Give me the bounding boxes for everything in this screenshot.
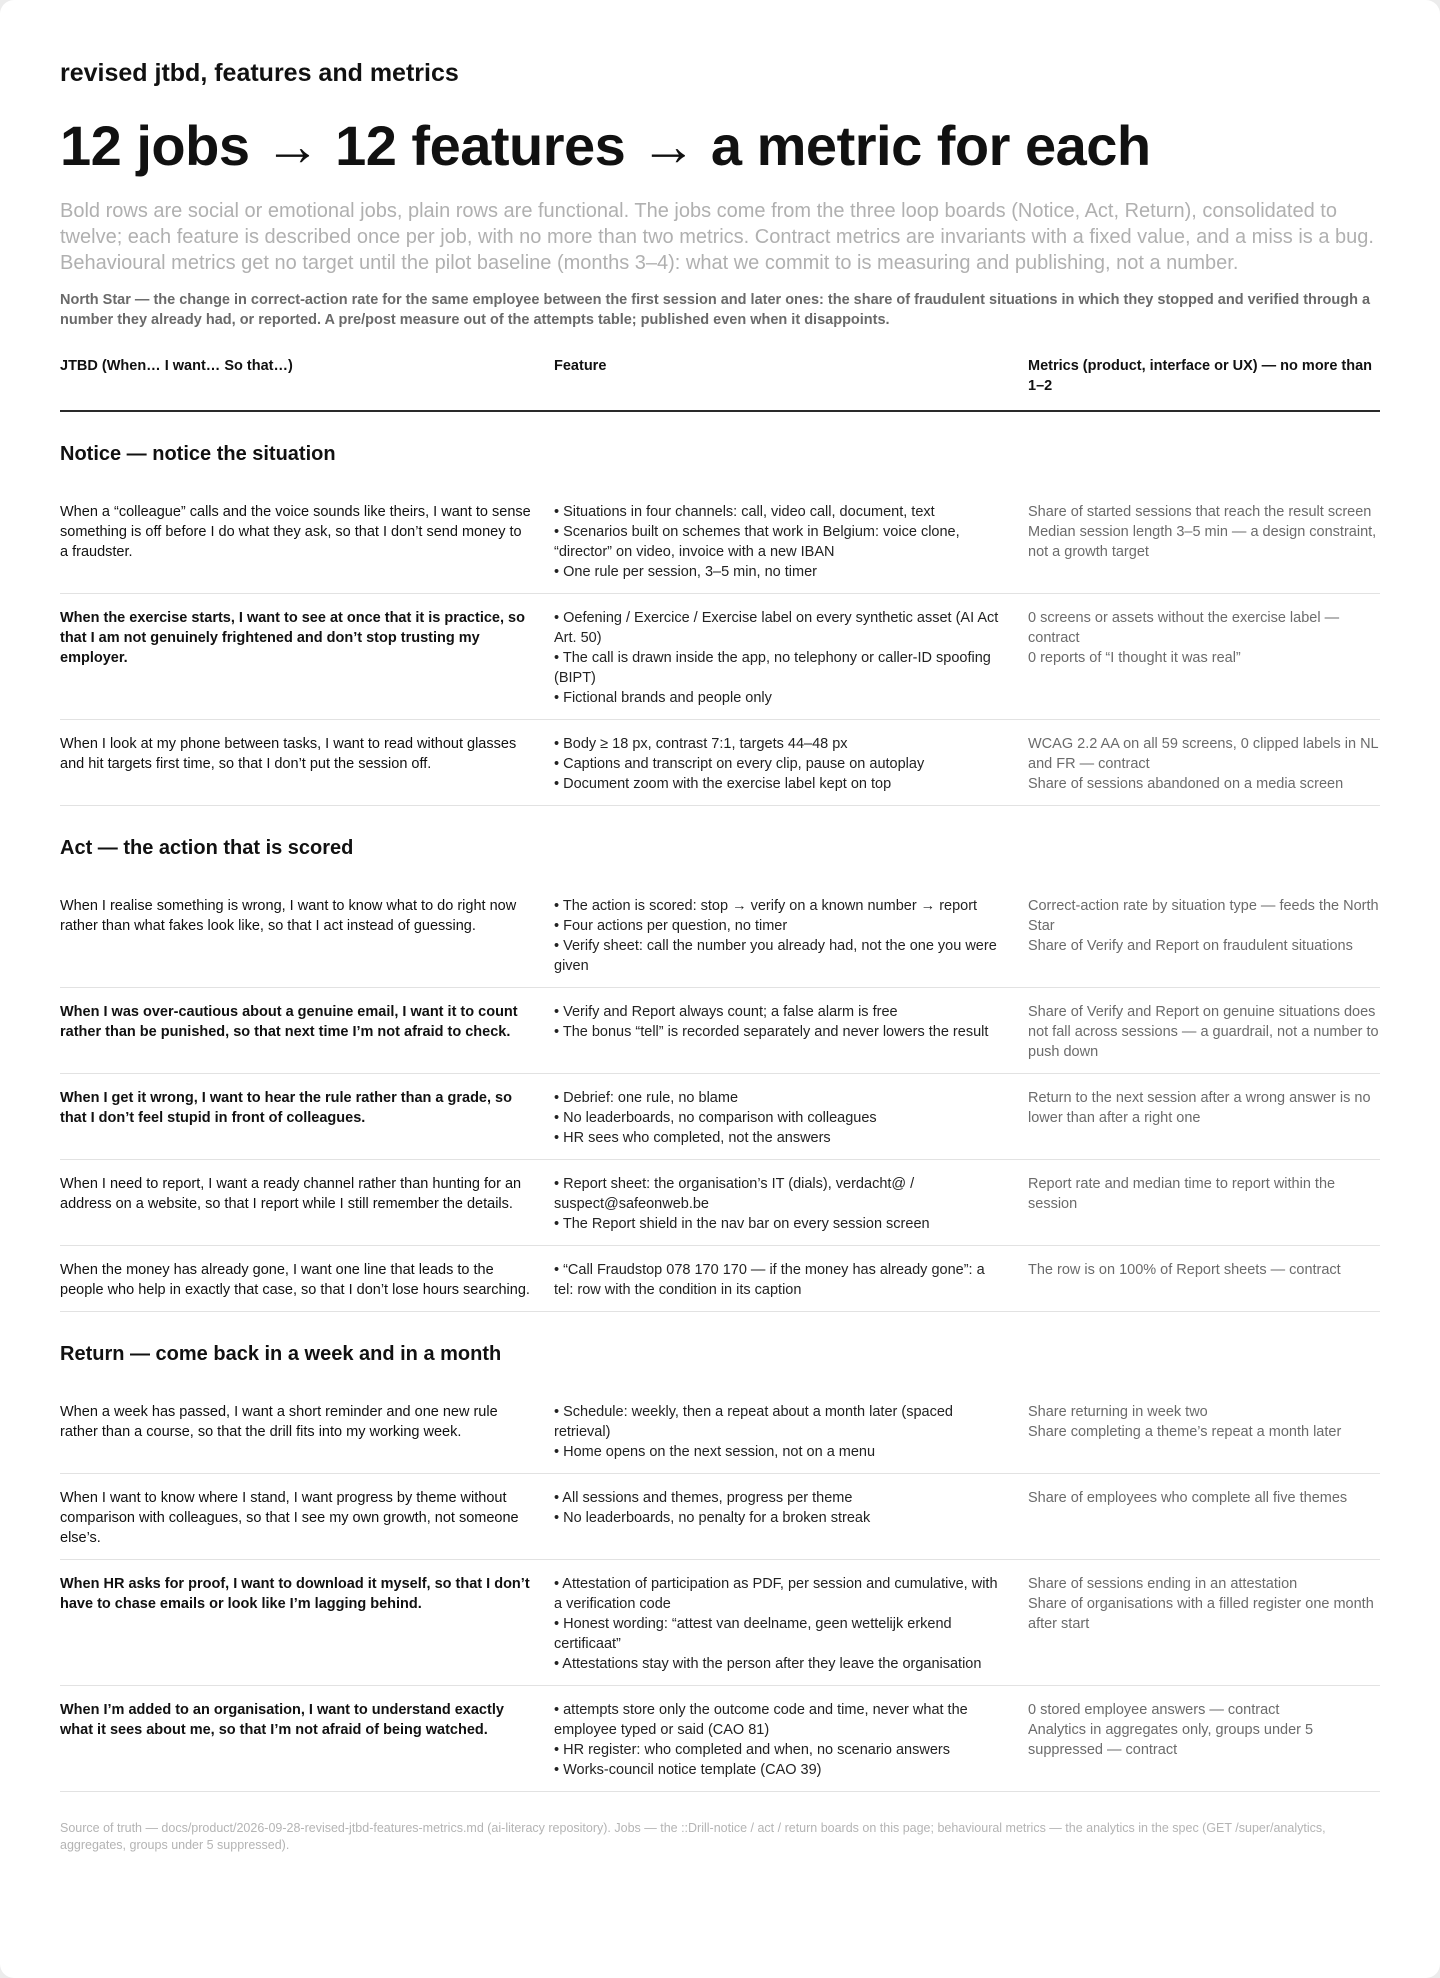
feature-cell — [554, 1174, 1028, 1234]
feature-cell — [554, 734, 1028, 794]
metric-item: 0 reports of “I thought it was real” — [1028, 650, 1241, 666]
table-row — [60, 488, 1380, 594]
table-body — [60, 412, 1380, 1792]
feature-item: • Verify and Report always count; a false alarm is free — [554, 1004, 898, 1020]
metric-item: Report rate and median time to report within the session — [1028, 1176, 1336, 1212]
feature-cell — [554, 1488, 1028, 1548]
metric-item: Correct-action rate by situation type — feeds the North Star — [1028, 898, 1379, 934]
feature-item: • The action is scored: stop → verify on a known number → report — [554, 898, 978, 914]
metric-item: Share completing a theme’s repeat a month later — [1028, 1424, 1342, 1440]
jtbd-cell: When I was over-cautious about a genuine email, I want it to count rather than be punished, so that next time I’m not afraid to check. — [60, 1004, 518, 1040]
jtbd-cell: When a week has passed, I want a short reminder and one new rule rather than a course, so that the drill fits into my working week. — [60, 1404, 498, 1440]
metric-item: Share of employees who complete all five themes — [1028, 1490, 1348, 1506]
page-lede: Bold rows are social or emotional jobs, plain rows are functional. The jobs come from the three loop boards (Notice, Act, Return), consolidated to twelve; each feature is described once per job, with no more than two metrics. Contract metrics are invariants with a fixed value, and a miss is a bug. Behavioural metrics get no target until the pilot baseline (months 3–4): what we commit to is measuring and publishing, not a number. — [60, 200, 1374, 274]
metric-item: WCAG 2.2 AA on all 59 screens, 0 clipped labels in NL and FR — contract — [1028, 736, 1379, 772]
column-header-feature: Feature — [554, 358, 607, 374]
feature-item: • Captions and transcript on every clip, pause on autoplay — [554, 756, 925, 772]
metric-item: Return to the next session after a wrong answer is no lower than after a right one — [1028, 1090, 1371, 1126]
feature-item: • The call is drawn inside the app, no telephony or caller-ID spoofing (BIPT) — [554, 650, 991, 686]
feature-item: • “Call Fraudstop 078 170 170 — if the money has already gone”: a tel: row with the condition in its caption — [554, 1262, 985, 1298]
metrics-cell — [1028, 896, 1380, 976]
group-title: Return — come back in a week and in a month — [60, 1343, 502, 1365]
feature-item: • Attestations stay with the person after they leave the organisation — [554, 1656, 982, 1672]
jtbd-cell: When I realise something is wrong, I want to know what to do right now rather than what fakes look like, so that I act instead of guessing. — [60, 898, 517, 934]
feature-item: • Document zoom with the exercise label kept on top — [554, 776, 892, 792]
group-title: Notice — notice the situation — [60, 443, 336, 465]
table-row — [60, 720, 1380, 806]
feature-item: • Honest wording: “attest van deelname, geen wettelijk erkend certificaat” — [554, 1616, 952, 1652]
feature-item: • No leaderboards, no comparison with colleagues — [554, 1110, 877, 1126]
north-star-note: North Star — the change in correct-action rate for the same employee between the first session and later ones: the share of fraudulent situations in which they stopped and verified through a number they already had, or reported. A pre/post measure out of the attempts table; published even when it disappoints. — [60, 292, 1371, 328]
column-header-metrics: Metrics (product, interface or UX) — no more than 1–2 — [1028, 358, 1373, 394]
table-row — [60, 1160, 1380, 1246]
table-group — [60, 806, 1380, 1312]
feature-item: • Four actions per question, no timer — [554, 918, 788, 934]
metrics-cell — [1028, 734, 1380, 794]
feature-item: • HR sees who completed, not the answers — [554, 1130, 831, 1146]
metric-item: Share of started sessions that reach the result screen — [1028, 504, 1372, 520]
source-footer: Source of truth — docs/product/2026-09-28-revised-jtbd-features-metrics.md (ai-literacy repository). Jobs — the ::Drill-notice / act / return boards on this page; behavioural metrics — the analytics in the spec (GET /super/analytics, aggregates, groups under 5 suppressed). — [60, 1821, 1326, 1852]
feature-item: • Body ≥ 18 px, contrast 7:1, targets 44–48 px — [554, 736, 848, 752]
feature-item: • Oefening / Exercice / Exercise label on every synthetic asset (AI Act Art. 50) — [554, 610, 999, 646]
metric-item: The row is on 100% of Report sheets — contract — [1028, 1262, 1341, 1278]
jtbd-cell: When a “colleague” calls and the voice sounds like theirs, I want to sense something is off before I do what they ask, so that I don’t send money to a fraudster. — [60, 504, 531, 560]
feature-item: • Debrief: one rule, no blame — [554, 1090, 739, 1106]
jtbd-cell: When I get it wrong, I want to hear the rule rather than a grade, so that I don’t feel stupid in front of colleagues. — [60, 1090, 512, 1126]
metric-item: Share of Verify and Report on genuine situations does not fall across sessions — a guardrail, not a number to push down — [1028, 1004, 1379, 1060]
table-row — [60, 1074, 1380, 1160]
table-group — [60, 412, 1380, 806]
feature-item: • Verify sheet: call the number you already had, not the one you were given — [554, 938, 997, 974]
metrics-cell — [1028, 1402, 1380, 1462]
page-title: 12 jobs → 12 features → a metric for each — [60, 114, 1151, 177]
feature-item: • No leaderboards, no penalty for a broken streak — [554, 1510, 871, 1526]
metrics-cell — [1028, 608, 1380, 708]
table-row — [60, 882, 1380, 988]
feature-item: • The Report shield in the nav bar on every session screen — [554, 1216, 930, 1232]
table-group — [60, 1312, 1380, 1792]
metrics-cell — [1028, 1488, 1380, 1548]
table-row — [60, 1388, 1380, 1474]
feature-cell — [554, 1402, 1028, 1462]
feature-cell — [554, 1088, 1028, 1148]
feature-item: • attempts store only the outcome code and time, never what the employee typed or said (CAO 81) — [554, 1702, 968, 1738]
feature-item: • Schedule: weekly, then a repeat about a month later (spaced retrieval) — [554, 1404, 953, 1440]
feature-item: • Attestation of participation as PDF, per session and cumulative, with a verification code — [554, 1576, 998, 1612]
metric-item: Analytics in aggregates only, groups under 5 suppressed — contract — [1028, 1722, 1314, 1758]
table-header — [60, 356, 1380, 412]
jtbd-cell: When I’m added to an organisation, I want to understand exactly what it sees about me, so that I’m not afraid of being watched. — [60, 1702, 504, 1738]
table-row — [60, 594, 1380, 720]
feature-item: • The bonus “tell” is recorded separately and never lowers the result — [554, 1024, 989, 1040]
metrics-cell — [1028, 1260, 1380, 1300]
feature-item: • HR register: who completed and when, no scenario answers — [554, 1742, 950, 1758]
metric-item: Median session length 3–5 min — a design constraint, not a growth target — [1028, 524, 1377, 560]
metrics-cell — [1028, 1088, 1380, 1148]
metrics-cell — [1028, 1174, 1380, 1234]
jtbd-cell: When I want to know where I stand, I want progress by theme without comparison with colleagues, so that I see my own growth, not someone else’s. — [60, 1490, 519, 1546]
feature-cell — [554, 1700, 1028, 1780]
feature-cell — [554, 608, 1028, 708]
column-header-jtbd: JTBD (When… I want… So that…) — [60, 358, 293, 374]
feature-cell — [554, 1002, 1028, 1062]
metric-item: 0 screens or assets without the exercise label — contract — [1028, 610, 1340, 646]
group-title: Act — the action that is scored — [60, 837, 354, 859]
feature-item: • Scenarios built on schemes that work in Belgium: voice clone, “director” on video, invoice with a new IBAN — [554, 524, 960, 560]
feature-item: • Report sheet: the organisation’s IT (dials), verdacht@ / suspect@safeonweb.be — [554, 1176, 915, 1212]
feature-item: • Fictional brands and people only — [554, 690, 772, 706]
metric-item: Share of sessions abandoned on a media screen — [1028, 776, 1344, 792]
jtbd-cell: When the exercise starts, I want to see at once that it is practice, so that I am not genuinely frightened and don’t stop trusting my employer. — [60, 610, 525, 666]
table-row — [60, 1246, 1380, 1312]
table-row — [60, 1686, 1380, 1792]
page-kicker: revised jtbd, features and metrics — [60, 59, 459, 87]
table-row — [60, 1560, 1380, 1686]
feature-item: • Home opens on the next session, not on a menu — [554, 1444, 876, 1460]
feature-item: • One rule per session, 3–5 min, no timer — [554, 564, 817, 580]
feature-item: • Situations in four channels: call, video call, document, text — [554, 504, 935, 520]
metrics-cell — [1028, 1700, 1380, 1780]
jtbd-cell: When the money has already gone, I want one line that leads to the people who help in exactly that case, so that I don’t lose hours searching. — [60, 1262, 530, 1298]
metric-item: Share of sessions ending in an attestation — [1028, 1576, 1298, 1592]
feature-cell — [554, 1260, 1028, 1300]
jtbd-cell: When HR asks for proof, I want to download it myself, so that I don’t have to chase emails or look like I’m lagging behind. — [60, 1576, 530, 1612]
table-row — [60, 1474, 1380, 1560]
feature-item: • All sessions and themes, progress per theme — [554, 1490, 853, 1506]
metric-item: Share of Verify and Report on fraudulent situations — [1028, 938, 1353, 954]
metric-item: Share returning in week two — [1028, 1404, 1208, 1420]
metrics-cell — [1028, 1574, 1380, 1674]
feature-cell — [554, 896, 1028, 976]
metrics-cell — [1028, 1002, 1380, 1062]
metric-item: Share of organisations with a filled register one month after start — [1028, 1596, 1374, 1632]
feature-cell — [554, 1574, 1028, 1674]
feature-cell — [554, 502, 1028, 582]
table-row — [60, 988, 1380, 1074]
metrics-cell — [1028, 502, 1380, 582]
metric-item: 0 stored employee answers — contract — [1028, 1702, 1280, 1718]
jtbd-cell: When I look at my phone between tasks, I want to read without glasses and hit targets first time, so that I don’t put the session off. — [60, 736, 517, 772]
feature-item: • Works-council notice template (CAO 39) — [554, 1762, 822, 1778]
jtbd-cell: When I need to report, I want a ready channel rather than hunting for an address on a website, so that I report while I still remember the details. — [60, 1176, 522, 1212]
